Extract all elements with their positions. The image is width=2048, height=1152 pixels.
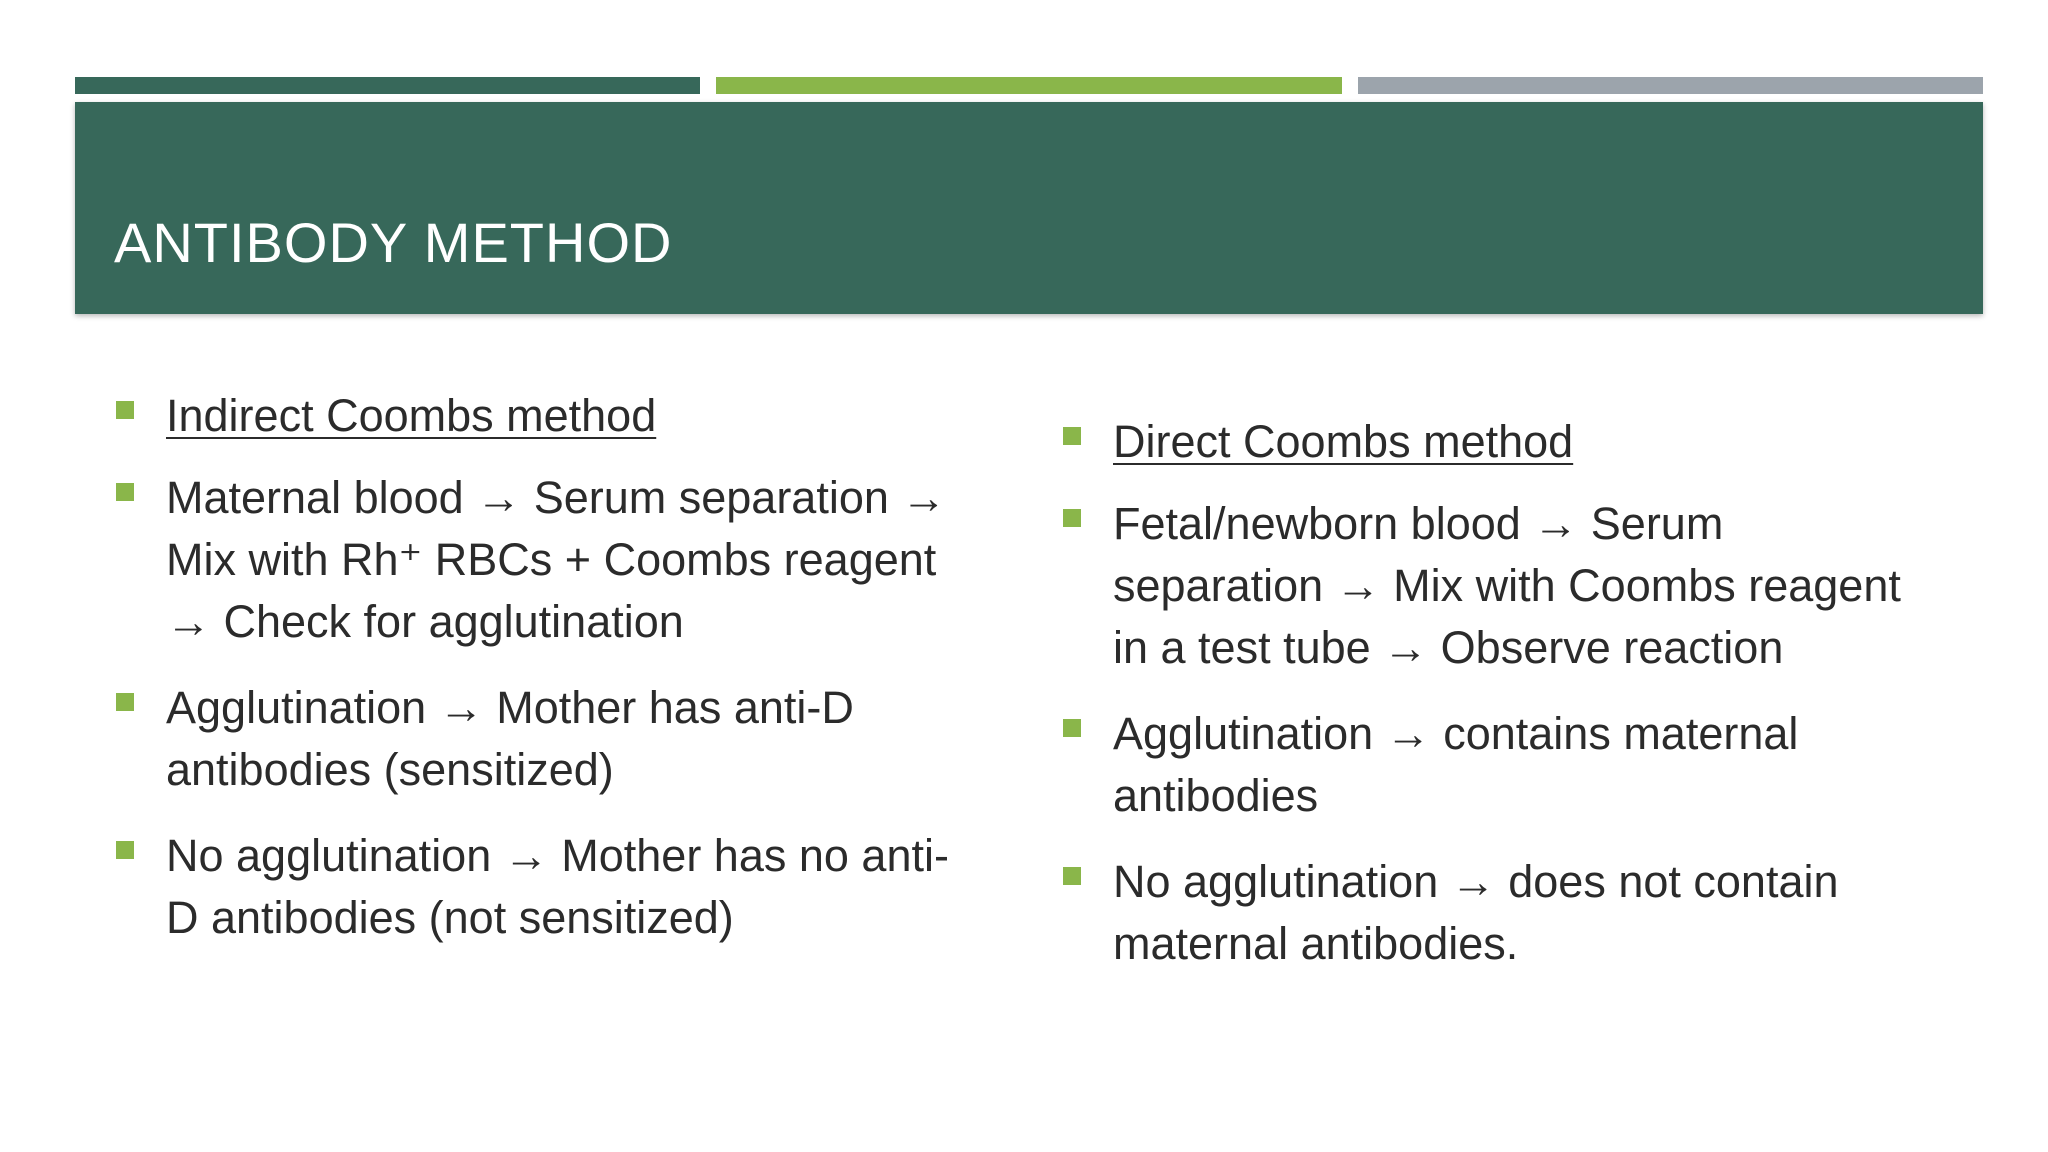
bullet-text: Agglutination → Mother has anti-D antibodies (sensitized) (166, 682, 854, 795)
list-item (116, 825, 976, 949)
accent-bar-lime-green (716, 77, 1342, 94)
list-item (1063, 851, 1923, 975)
right-column (1063, 411, 1923, 999)
square-bullet-icon (1063, 719, 1081, 737)
slide-title: ANTIBODY METHOD (114, 211, 673, 274)
square-bullet-icon (116, 841, 134, 859)
list-item (1063, 493, 1923, 679)
list-item (1063, 703, 1923, 827)
title-band (75, 102, 1983, 314)
bullet-text: Fetal/newborn blood → Serum separation → Mix with Coombs reagent in a test tube → Observe reaction (1113, 498, 1901, 673)
left-column (116, 385, 976, 973)
list-item (116, 467, 976, 653)
square-bullet-icon (116, 483, 134, 501)
square-bullet-icon (116, 401, 134, 419)
accent-bar-dark-green (75, 77, 700, 94)
right-heading-item (1063, 411, 1923, 473)
square-bullet-icon (1063, 509, 1081, 527)
bullet-text: Agglutination → contains maternal antibodies (1113, 708, 1799, 821)
bullet-text: No agglutination → does not contain maternal antibodies. (1113, 856, 1839, 969)
left-heading-item (116, 385, 976, 447)
square-bullet-icon (1063, 867, 1081, 885)
list-item (116, 677, 976, 801)
square-bullet-icon (116, 693, 134, 711)
bullet-text: Maternal blood → Serum separation → Mix with Rh⁺ RBCs + Coombs reagent → Check for agglutination (166, 472, 947, 647)
bullet-text: No agglutination → Mother has no anti-D antibodies (not sensitized) (166, 830, 949, 943)
right-column-heading: Direct Coombs method (1113, 416, 1574, 467)
square-bullet-icon (1063, 427, 1081, 445)
accent-bar-gray (1358, 77, 1983, 94)
left-column-heading: Indirect Coombs method (166, 390, 657, 441)
